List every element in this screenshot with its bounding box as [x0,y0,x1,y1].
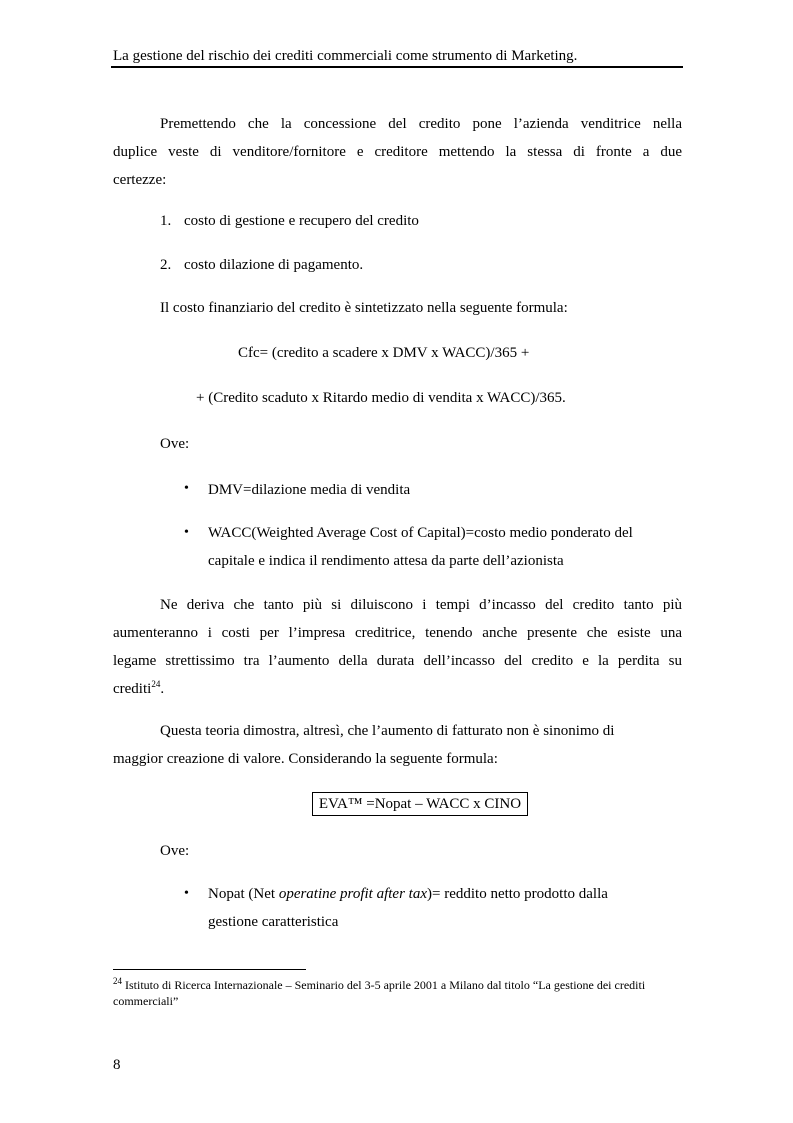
intro-paragraph [113,110,682,194]
footnote-rule [113,969,306,970]
header-rule [111,66,683,68]
footnote-ref: 24 [151,679,161,689]
bullet-icon: • [184,525,189,540]
footnote-number: 24 [113,976,122,986]
para2-line-3: legame strettissimo tra l’aumento della durata dell’incasso del credito e la perdita su [113,653,682,669]
footnote-text: Istituto di Ricerca Internazionale – Seminario del 3-5 aprile 2001 a Milano dal titolo “La gestione dei crediti commerciali” [113,978,646,1008]
running-header: La gestione del rischio dei crediti commerciali come strumento di Marketing. [113,48,578,64]
intro-line-1: Premettendo che la concessione del credito pone l’azienda venditrice nella [160,116,682,132]
formula-line-2: + (Credito scaduto x Ritardo medio di vendita x WACC)/365. [196,390,566,406]
para2-line-2: aumenteranno i costi per l’impresa creditrice, tenendo anche presente che esiste una [113,625,682,641]
intro-line-2: duplice veste di venditore/fornitore e creditore mettendo la stessa di fronte a due [113,144,682,160]
bullet-icon: • [184,481,189,496]
definition-nopat: Nopat (Net operatine profit after tax)= reddito netto prodotto dalla gestione caratteristica [208,886,608,930]
list-item [160,257,363,274]
para2-line-4: crediti$^{24}$. [113,679,165,697]
para2-line-1: Ne deriva che tanto più si diluiscono i tempi d’incasso del credito tanto più [160,597,682,613]
formula-line-1: Cfc= (credito a scadere x DMV x WACC)/365 + [238,345,530,361]
ove-label: Ove: [160,436,190,452]
formula-intro: Il costo finanziario del credito è sintetizzato nella seguente formula: [160,300,568,316]
list-text: costo dilazione di pagamento. [184,257,364,273]
intro-line-3: certezze: [113,172,167,188]
paragraph-3 [113,717,682,773]
definition-dmv: DMV=dilazione media di vendita [208,482,411,498]
para3-line-1: Questa teoria dimostra, altresì, che l’aumento di fatturato non è sinonimo di [160,723,615,739]
list-text: costo di gestione e recupero del credito [184,213,419,229]
paragraph-2 [113,591,682,703]
list-number: 2. [160,257,172,273]
definition-wacc: WACC(Weighted Average Cost of Capital)=costo medio ponderato del capitale e indica il rendimento attesa da parte dell’azionista [208,525,633,569]
eva-formula-box: EVA™ =Nopat – WACC x CINO [312,792,528,816]
list-number: 1. [160,213,172,229]
page-number: 8 [113,1057,121,1073]
para3-line-2: maggior creazione di valore. Considerando la seguente formula: [113,751,498,767]
ove-label: Ove: [160,843,190,859]
footnote [113,977,683,1009]
list-item [160,213,419,230]
bullet-icon: • [184,886,189,901]
